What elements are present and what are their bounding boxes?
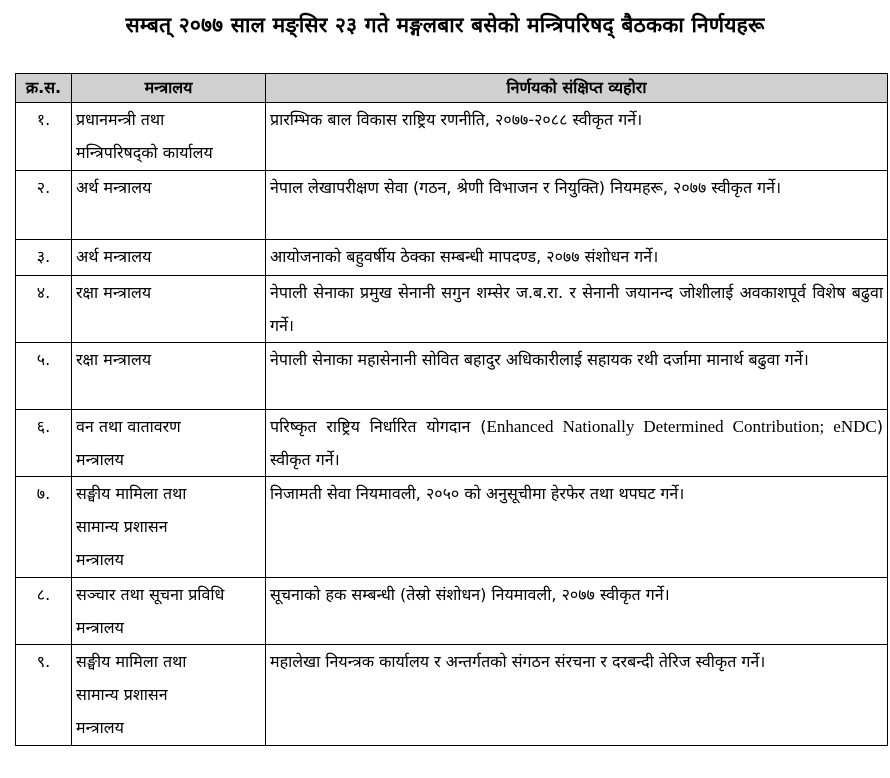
serial-cell: ६. bbox=[16, 410, 72, 477]
column-header-ministry: मन्त्रालय bbox=[72, 74, 266, 103]
ministry-cell: सङ्घीय मामिला तथा सामान्य प्रशासन मन्त्रालय bbox=[72, 477, 266, 578]
decisions-table bbox=[15, 73, 888, 746]
page-title: सम्बत् २०७७ साल मङ्सिर २३ गते मङ्गलबार बसेको मन्त्रिपरिषद् बैठकका निर्णयहरू bbox=[125, 13, 765, 37]
decision-cell: नेपाल लेखापरीक्षण सेवा (गठन, श्रेणी विभाजन र नियुक्ति) नियमहरू, २०७७ स्वीकृत गर्ने। bbox=[266, 171, 888, 240]
ministry-cell: सञ्चार तथा सूचना प्रविधि मन्त्रालय bbox=[72, 578, 266, 645]
table-row bbox=[16, 645, 888, 746]
serial-cell: ५. bbox=[16, 343, 72, 410]
ministry-cell: रक्षा मन्त्रालय bbox=[72, 343, 266, 410]
serial-cell: ७. bbox=[16, 477, 72, 578]
ministry-cell: अर्थ मन्त्रालय bbox=[72, 240, 266, 276]
table-row bbox=[16, 410, 888, 477]
table-row bbox=[16, 343, 888, 410]
serial-cell: ४. bbox=[16, 276, 72, 343]
serial-cell: २. bbox=[16, 171, 72, 240]
table-row bbox=[16, 103, 888, 171]
table-row bbox=[16, 240, 888, 276]
table-header-row bbox=[16, 74, 888, 103]
column-header-serial: क्र.स. bbox=[16, 74, 72, 103]
decision-text: परिष्कृत राष्ट्रिय निर्धारित योगदान ( bbox=[270, 417, 487, 436]
serial-cell: ३. bbox=[16, 240, 72, 276]
ministry-cell: वन तथा वातावरण मन्त्रालय bbox=[72, 410, 266, 477]
decision-cell: प्रारम्भिक बाल विकास राष्ट्रिय रणनीति, २०७७-२०८८ स्वीकृत गर्ने। bbox=[266, 103, 888, 171]
table-row bbox=[16, 578, 888, 645]
decision-english-term: Enhanced Nationally Determined Contribution; eNDC bbox=[486, 417, 877, 436]
ministry-cell: अर्थ मन्त्रालय bbox=[72, 171, 266, 240]
decision-cell: निजामती सेवा नियमावली, २०५० को अनुसूचीमा हेरफेर तथा थपघट गर्ने। bbox=[266, 477, 888, 578]
decision-cell: सूचनाको हक सम्बन्धी (तेस्रो संशोधन) नियमावली, २०७७ स्वीकृत गर्ने। bbox=[266, 578, 888, 645]
table-row bbox=[16, 477, 888, 578]
column-header-decision: निर्णयको संक्षिप्त व्यहोरा bbox=[266, 74, 888, 103]
ministry-cell: सङ्घीय मामिला तथा सामान्य प्रशासन मन्त्रालय bbox=[72, 645, 266, 746]
decision-text: ) स्वीकृत गर्ने। bbox=[270, 417, 883, 469]
decision-cell: नेपाली सेनाका महासेनानी सोवित बहादुर अधिकारीलाई सहायक रथी दर्जामा मानार्थ बढुवा गर्ने। bbox=[266, 343, 888, 410]
decision-cell: आयोजनाको बहुवर्षीय ठेक्का सम्बन्धी मापदण्ड, २०७७ संशोधन गर्ने। bbox=[266, 240, 888, 276]
serial-cell: ८. bbox=[16, 578, 72, 645]
decision-cell: नेपाली सेनाका प्रमुख सेनानी सगुन शम्सेर ज.ब.रा. र सेनानी जयानन्द जोशीलाई अवकाशपूर्व विशेष बढुवा गर्ने। bbox=[266, 276, 888, 343]
ministry-cell: रक्षा मन्त्रालय bbox=[72, 276, 266, 343]
serial-cell: ९. bbox=[16, 645, 72, 746]
ministry-cell: प्रधानमन्त्री तथा मन्त्रिपरिषद्को कार्यालय bbox=[72, 103, 266, 171]
table-row bbox=[16, 276, 888, 343]
table-row bbox=[16, 171, 888, 240]
decision-cell: महालेखा नियन्त्रक कार्यालय र अन्तर्गतको संगठन संरचना र दरबन्दी तेरिज स्वीकृत गर्ने। bbox=[266, 645, 888, 746]
serial-cell: १. bbox=[16, 103, 72, 171]
decision-cell bbox=[266, 410, 888, 477]
